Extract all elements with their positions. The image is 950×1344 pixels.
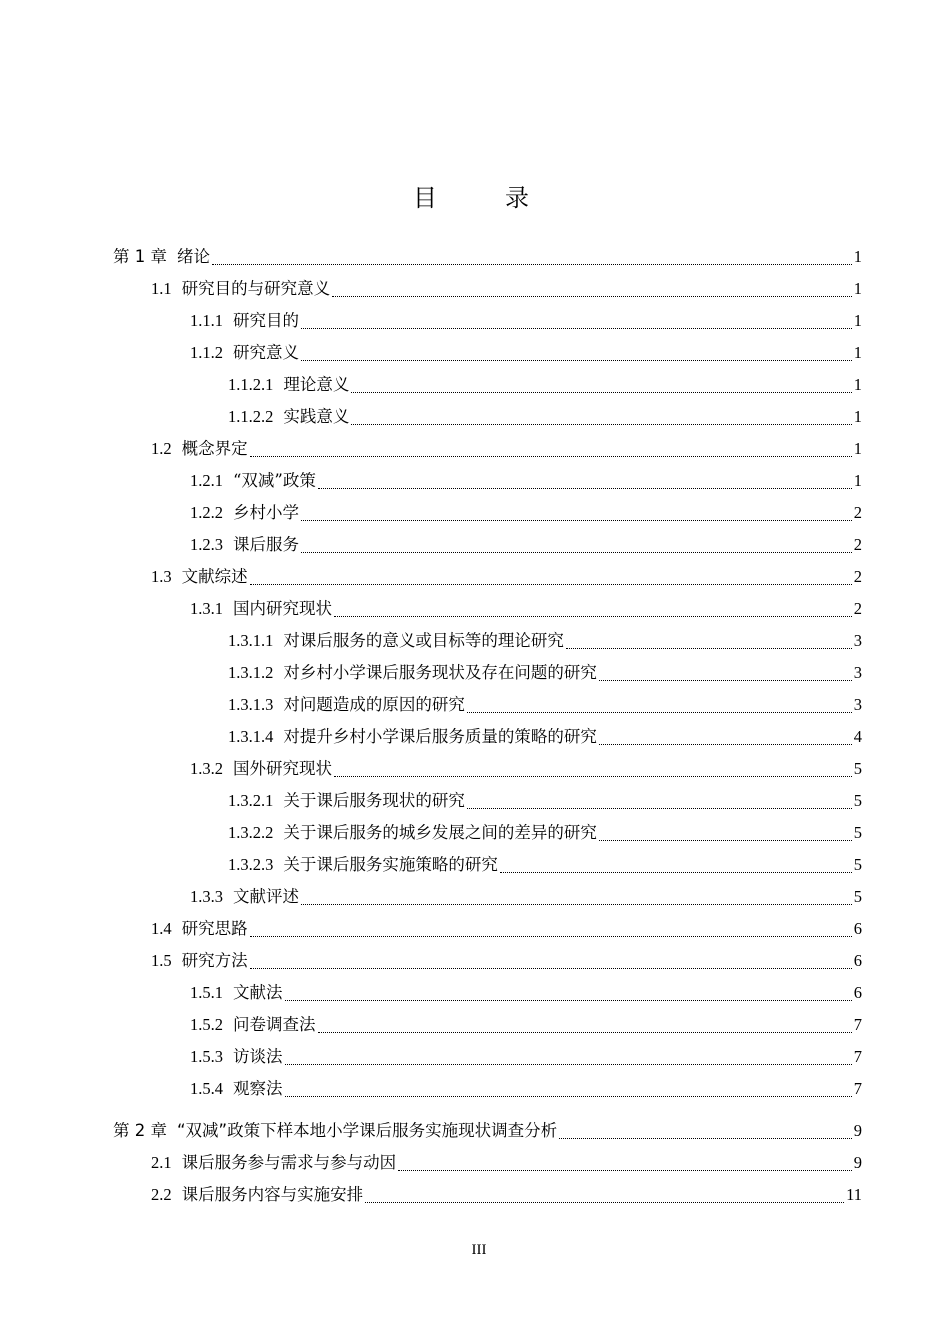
toc-entry-number: 第 2 章 bbox=[113, 1121, 167, 1140]
toc-entry-label: 实践意义 bbox=[283, 407, 350, 426]
toc-entry-label: 课后服务内容与实施安排 bbox=[181, 1185, 364, 1204]
dot-leader bbox=[301, 520, 852, 521]
toc-entry-number: 1.3.1.3 bbox=[228, 695, 274, 714]
toc-entry-number: 1.5.4 bbox=[190, 1079, 223, 1098]
toc-entry-label: 研究目的 bbox=[233, 311, 299, 330]
dot-leader bbox=[334, 616, 852, 617]
toc-entry[interactable] bbox=[151, 434, 862, 464]
dot-leader bbox=[351, 392, 851, 393]
toc-entry-label: 研究意义 bbox=[233, 343, 299, 362]
toc-entry-label: 乡村小学 bbox=[233, 503, 299, 522]
toc-entry-number: 1.2.3 bbox=[190, 535, 223, 554]
toc-entry-number: 1.3.2.2 bbox=[228, 823, 274, 842]
toc-entry[interactable] bbox=[228, 850, 862, 880]
toc-entry-number: 1.1.2.2 bbox=[228, 407, 274, 426]
toc-entry-label: 关于课后服务的城乡发展之间的差异的研究 bbox=[283, 823, 597, 842]
toc-entry-label: 研究思路 bbox=[181, 919, 248, 938]
toc-entry-number: 1.2.2 bbox=[190, 503, 223, 522]
dot-leader bbox=[285, 1096, 852, 1097]
toc-entry-number: 1.1 bbox=[151, 279, 172, 298]
toc-entry-label: 课后服务参与需求与参与动因 bbox=[181, 1153, 397, 1172]
toc-entry-number: 1.1.2 bbox=[190, 343, 223, 362]
toc-title: 目 录 bbox=[413, 184, 551, 212]
toc-entry[interactable] bbox=[190, 306, 862, 336]
dot-leader bbox=[301, 552, 852, 553]
toc-entry-number: 1.3.1.1 bbox=[228, 631, 274, 650]
toc-entry-label: 研究目的与研究意义 bbox=[181, 279, 331, 298]
toc-entry[interactable] bbox=[190, 338, 862, 368]
toc-entry-page-number: 7 bbox=[853, 1079, 862, 1098]
dot-leader bbox=[250, 968, 852, 969]
toc-entry[interactable] bbox=[228, 818, 862, 848]
dot-leader bbox=[332, 296, 852, 297]
toc-entry-page-number: 6 bbox=[853, 951, 862, 970]
dot-leader bbox=[250, 456, 852, 457]
toc-entry-label: 绪论 bbox=[177, 247, 210, 266]
toc-entry[interactable] bbox=[228, 690, 862, 720]
toc-entry-number: 1.5.3 bbox=[190, 1047, 223, 1066]
toc-entry[interactable] bbox=[190, 978, 862, 1008]
toc-entry[interactable] bbox=[151, 1180, 862, 1210]
dot-leader bbox=[301, 360, 852, 361]
toc-entry-page-number: 11 bbox=[846, 1185, 862, 1204]
toc-entry[interactable] bbox=[228, 722, 862, 752]
toc-entry[interactable] bbox=[190, 1010, 862, 1040]
toc-entry[interactable] bbox=[151, 946, 862, 976]
toc-entry-number: 2.2 bbox=[151, 1185, 172, 1204]
toc-entry-number: 1.5.1 bbox=[190, 983, 223, 1002]
dot-leader bbox=[599, 744, 852, 745]
toc-entry-page-number: 9 bbox=[853, 1153, 862, 1172]
toc-entry[interactable] bbox=[190, 882, 862, 912]
toc-entry-number: 1.5 bbox=[151, 951, 172, 970]
toc-entry-label: 问卷调查法 bbox=[233, 1015, 316, 1034]
toc-entry-page-number: 3 bbox=[853, 663, 862, 682]
toc-entry[interactable] bbox=[113, 242, 862, 272]
toc-entry-page-number: 9 bbox=[853, 1121, 862, 1140]
toc-entry[interactable] bbox=[190, 754, 862, 784]
toc-entry-page-number: 5 bbox=[853, 887, 862, 906]
toc-entry-page-number: 5 bbox=[853, 791, 862, 810]
toc-entry-page-number: 5 bbox=[853, 823, 862, 842]
toc-entry-page-number: 1 bbox=[853, 375, 862, 394]
toc-entry-page-number: 1 bbox=[853, 311, 862, 330]
dot-leader bbox=[285, 1000, 852, 1001]
toc-entry-page-number: 1 bbox=[853, 407, 862, 426]
toc-entry[interactable] bbox=[151, 914, 862, 944]
toc-entry-label: 关于课后服务实施策略的研究 bbox=[283, 855, 498, 874]
dot-leader bbox=[301, 328, 852, 329]
toc-entry-number: 1.3.1.4 bbox=[228, 727, 274, 746]
toc-entry-number: 1.1.1 bbox=[190, 311, 223, 330]
toc-entry-number: 1.3.2 bbox=[190, 759, 223, 778]
toc-entry-number: 1.3.1 bbox=[190, 599, 223, 618]
dot-leader bbox=[467, 808, 852, 809]
toc-entry-page-number: 1 bbox=[853, 247, 862, 266]
toc-entry-page-number: 7 bbox=[853, 1047, 862, 1066]
toc-entry-page-number: 6 bbox=[853, 983, 862, 1002]
toc-entry-label: “双减”政策下样本地小学课后服务实施现状调查分析 bbox=[177, 1121, 558, 1140]
toc-entry-number: 1.2 bbox=[151, 439, 172, 458]
dot-leader bbox=[365, 1202, 844, 1203]
toc-entry-page-number: 6 bbox=[853, 919, 862, 938]
toc-entry-number: 1.3.2.3 bbox=[228, 855, 274, 874]
toc-entry[interactable] bbox=[190, 498, 862, 528]
dot-leader bbox=[599, 840, 852, 841]
toc-entry-number: 1.1.2.1 bbox=[228, 375, 274, 394]
toc-entry-page-number: 1 bbox=[853, 439, 862, 458]
toc-entry-label: 对课后服务的意义或目标等的理论研究 bbox=[283, 631, 564, 650]
toc-entry-page-number: 1 bbox=[853, 471, 862, 490]
toc-entry[interactable] bbox=[151, 562, 862, 592]
toc-entry-number: 1.5.2 bbox=[190, 1015, 223, 1034]
toc-entry[interactable] bbox=[228, 786, 862, 816]
toc-entry-label: 文献评述 bbox=[233, 887, 299, 906]
toc-entry-number: 1.4 bbox=[151, 919, 172, 938]
toc-entry-page-number: 2 bbox=[853, 599, 862, 618]
toc-entry-page-number: 1 bbox=[853, 279, 862, 298]
toc-entry[interactable] bbox=[151, 274, 862, 304]
toc-entry-number: 1.3.2.1 bbox=[228, 791, 274, 810]
dot-leader bbox=[285, 1064, 852, 1065]
toc-entry-label: 国内研究现状 bbox=[233, 599, 332, 618]
toc-entry-number: 2.1 bbox=[151, 1153, 172, 1172]
toc-entry-page-number: 4 bbox=[853, 727, 862, 746]
dot-leader bbox=[500, 872, 852, 873]
toc-entry[interactable] bbox=[190, 530, 862, 560]
dot-leader bbox=[398, 1170, 852, 1171]
toc-entry-page-number: 5 bbox=[853, 759, 862, 778]
toc-entry-label: 国外研究现状 bbox=[233, 759, 332, 778]
toc-entry-label: 概念界定 bbox=[181, 439, 248, 458]
toc-entry-label: 访谈法 bbox=[233, 1047, 283, 1066]
toc-entry-label: “双减”政策 bbox=[233, 471, 316, 490]
toc-entry-label: 文献综述 bbox=[181, 567, 248, 586]
toc-entry-label: 对提升乡村小学课后服务质量的策略的研究 bbox=[283, 727, 597, 746]
dot-leader bbox=[301, 904, 852, 905]
toc-entry-page-number: 2 bbox=[853, 567, 862, 586]
toc-entry-label: 理论意义 bbox=[283, 375, 350, 394]
dot-leader bbox=[318, 488, 852, 489]
toc-entry-number: 1.3.3 bbox=[190, 887, 223, 906]
toc-entry-number: 1.2.1 bbox=[190, 471, 223, 490]
toc-entry-label: 观察法 bbox=[233, 1079, 283, 1098]
toc-entry-page-number: 2 bbox=[853, 503, 862, 522]
dot-leader bbox=[334, 776, 852, 777]
toc-entry[interactable] bbox=[151, 1148, 862, 1178]
page-number-footer: III bbox=[471, 1242, 487, 1258]
toc-entry[interactable] bbox=[228, 370, 862, 400]
dot-leader bbox=[250, 584, 852, 585]
toc-entry-page-number: 5 bbox=[853, 855, 862, 874]
toc-entry-label: 对问题造成的原因的研究 bbox=[283, 695, 465, 714]
toc-entry[interactable] bbox=[190, 466, 862, 496]
toc-entry[interactable] bbox=[190, 1042, 862, 1072]
toc-entry-label: 关于课后服务现状的研究 bbox=[283, 791, 465, 810]
dot-leader bbox=[318, 1032, 852, 1033]
toc-entry-label: 研究方法 bbox=[181, 951, 248, 970]
toc-entry[interactable] bbox=[113, 1116, 862, 1146]
toc-entry-number: 1.3 bbox=[151, 567, 172, 586]
dot-leader bbox=[566, 648, 852, 649]
toc-entry-label: 文献法 bbox=[233, 983, 283, 1002]
toc-entry[interactable] bbox=[190, 594, 862, 624]
toc-entry-number: 1.3.1.2 bbox=[228, 663, 274, 682]
dot-leader bbox=[250, 936, 852, 937]
dot-leader bbox=[559, 1138, 852, 1139]
dot-leader bbox=[467, 712, 852, 713]
toc-entry[interactable] bbox=[228, 626, 862, 656]
dot-leader bbox=[599, 680, 852, 681]
dot-leader bbox=[212, 264, 852, 265]
toc-entry[interactable] bbox=[190, 1074, 862, 1104]
dot-leader bbox=[351, 424, 851, 425]
toc-entry-number: 第 1 章 bbox=[113, 247, 167, 266]
toc-entry-label: 课后服务 bbox=[233, 535, 299, 554]
toc-entry[interactable] bbox=[228, 402, 862, 432]
toc-entry[interactable] bbox=[228, 658, 862, 688]
toc-entry-page-number: 3 bbox=[853, 631, 862, 650]
toc-entry-page-number: 3 bbox=[853, 695, 862, 714]
toc-entry-page-number: 7 bbox=[853, 1015, 862, 1034]
toc-entry-label: 对乡村小学课后服务现状及存在问题的研究 bbox=[283, 663, 597, 682]
toc-entry-page-number: 1 bbox=[853, 343, 862, 362]
toc-entry-page-number: 2 bbox=[853, 535, 862, 554]
